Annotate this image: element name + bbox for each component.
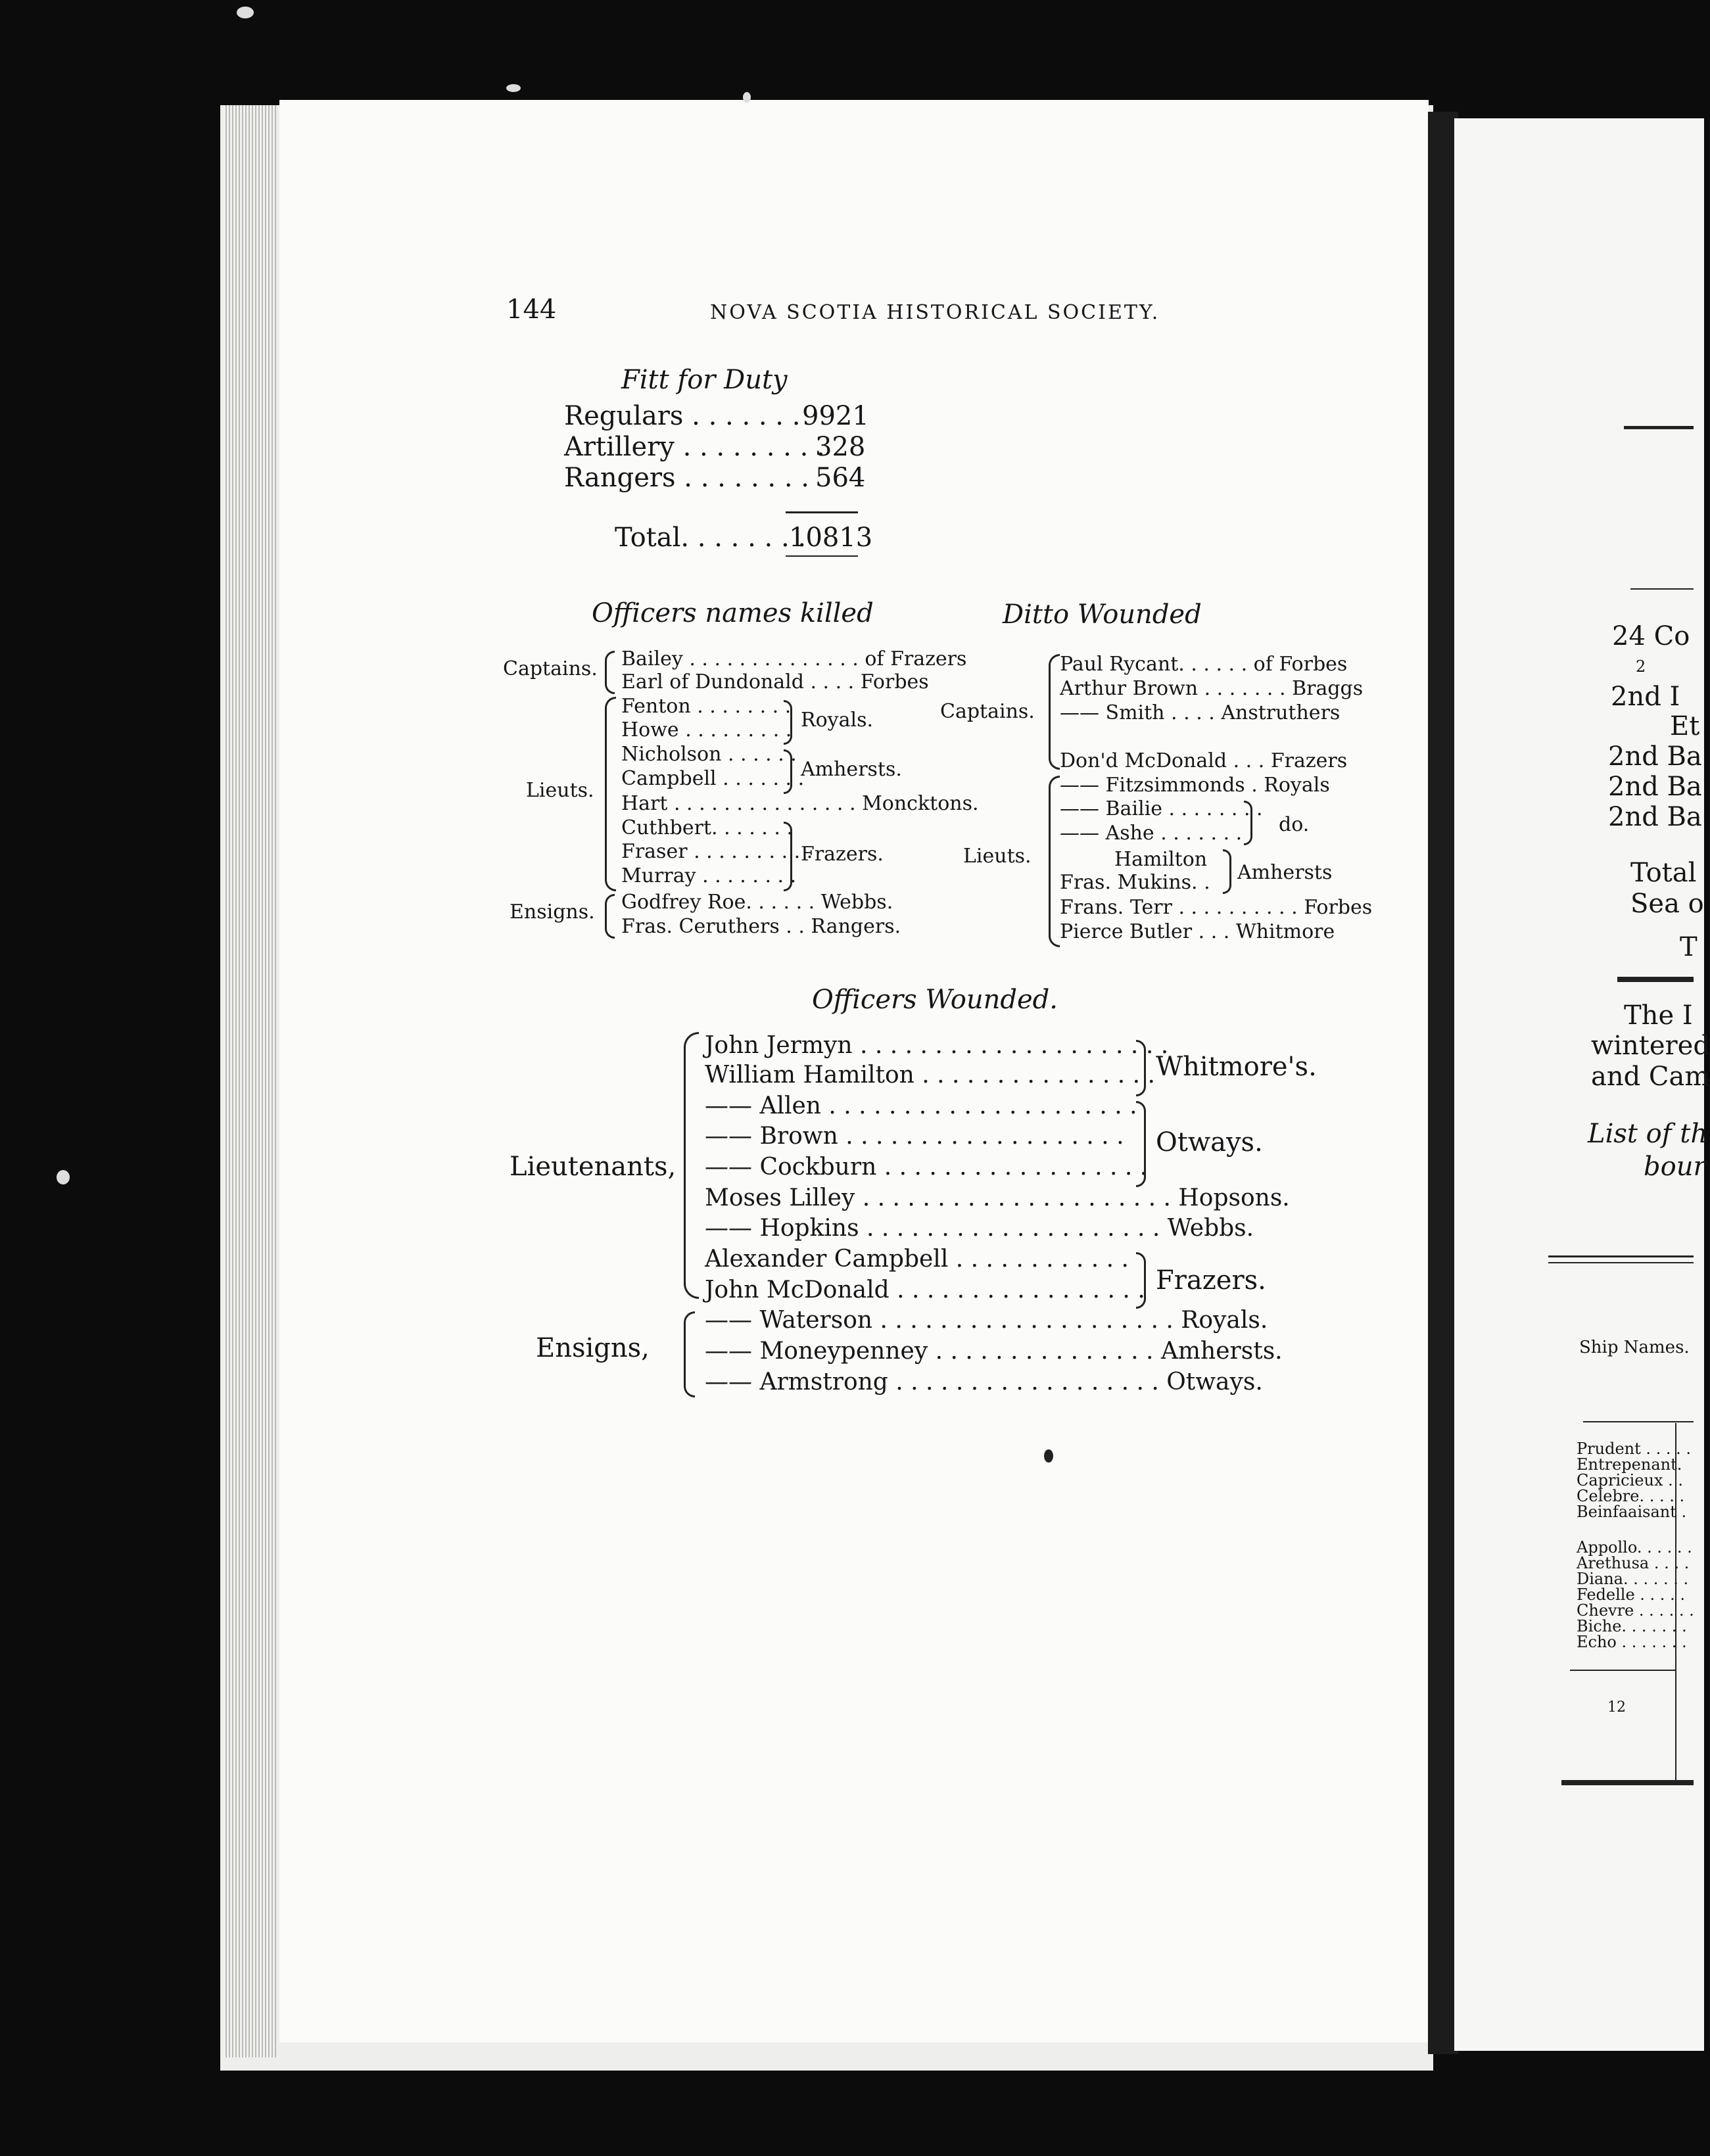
- facing-rule: [1630, 588, 1694, 590]
- wounded-regiment: Amhersts: [1237, 861, 1333, 884]
- wounded-lieut: Pierce Butler . . . Whitmore: [1060, 920, 1335, 943]
- wounded-lieutenant: John Jermyn . . . . . . . . . . . . . . . . . . . . .: [705, 1032, 1169, 1059]
- facing-text-line: 2nd Ba: [1608, 741, 1702, 772]
- brace: [1223, 849, 1231, 894]
- facing-rule: [1617, 977, 1694, 982]
- wounded-lieut: —— Ashe . . . . . . .: [1060, 822, 1243, 845]
- total-rule: [786, 511, 858, 513]
- ship-name: Capricieux . .: [1577, 1471, 1684, 1489]
- ship-name: Diana. . . . . . .: [1577, 1570, 1689, 1588]
- fit-row-value: 9921: [802, 401, 869, 431]
- brace: [1136, 1040, 1146, 1096]
- ship-names-label: Ship Names.: [1579, 1338, 1690, 1357]
- wounded-captain: —— Smith . . . . Anstruthers: [1060, 701, 1341, 724]
- killed-lieut: Campbell . . . . . . .: [621, 767, 805, 790]
- wounded-regiment: Whitmore's.: [1156, 1052, 1317, 1082]
- ship-name: Arethusa . . . .: [1577, 1554, 1690, 1572]
- facing-rule: [1561, 1780, 1694, 1785]
- wounded-lieut: —— Fitzsimmonds . Royals: [1060, 774, 1330, 797]
- fit-total-label: Total. . . . . . . .: [615, 523, 807, 553]
- wounded-captain: Don'd McDonald . . . Frazers: [1060, 749, 1348, 772]
- ditto-mark: do.: [1279, 813, 1310, 836]
- ship-name: Echo . . . . . . .: [1577, 1633, 1687, 1651]
- wounded-lieut: —— Bailie . . . . . . . .: [1060, 797, 1263, 820]
- wounded-lieutenant: John McDonald . . . . . . . . . . . . . . . . .: [705, 1277, 1145, 1303]
- killed-lieut: Fenton . . . . . . . .: [621, 695, 792, 718]
- brace: [605, 651, 615, 694]
- facing-rule: [1624, 426, 1694, 429]
- wounded-captain: Paul Rycant. . . . . . of Forbes: [1060, 653, 1348, 676]
- killed-lieuts-label: Lieuts.: [526, 779, 594, 802]
- page-number: 144: [506, 294, 557, 325]
- total-underline: [786, 555, 858, 557]
- facing-text-line: 2nd I: [1611, 682, 1680, 712]
- brace: [784, 822, 792, 891]
- ship-name: Chevre . . . . . .: [1577, 1601, 1694, 1620]
- facing-text-line: 2nd Ba: [1608, 772, 1702, 802]
- killed-regiment: Amhersts.: [801, 758, 902, 781]
- wounded-lieutenant: —— Hopkins . . . . . . . . . . . . . . . . . . . . Webbs.: [705, 1215, 1254, 1242]
- dust-speck: [506, 84, 521, 92]
- killed-captain: Bailey . . . . . . . . . . . . . . of Frazers: [621, 647, 967, 670]
- ensigns-label: Ensigns,: [536, 1333, 650, 1363]
- ship-name: Biche. . . . . . .: [1577, 1617, 1687, 1635]
- facing-rule: [1548, 1255, 1694, 1257]
- fit-row-label: Regulars . . . . . . .: [564, 401, 801, 431]
- killed-lieut: Howe . . . . . . . . .: [621, 718, 792, 741]
- ship-name: Entrepenant.: [1577, 1455, 1682, 1474]
- brace: [1136, 1252, 1146, 1309]
- ink-dot: [1044, 1449, 1053, 1463]
- fit-row-value: 328: [815, 432, 866, 462]
- killed-ensign: Fras. Ceruthers . . Rangers.: [621, 915, 901, 938]
- facing-text-line: 24 Co: [1612, 621, 1690, 651]
- wounded-lieut: Hamilton: [1114, 848, 1208, 871]
- brace: [1244, 801, 1252, 845]
- officers-wounded-heading: Officers Wounded.: [812, 985, 1058, 1015]
- wounded-captain: Arthur Brown . . . . . . . Braggs: [1060, 677, 1364, 700]
- running-title: NOVA SCOTIA HISTORICAL SOCIETY.: [710, 301, 1160, 324]
- wounded-lieutenant: —— Cockburn . . . . . . . . . . . . . . . . . .: [705, 1154, 1148, 1181]
- wounded-lieutenant: William Hamilton . . . . . . . . . . . . . . . .: [705, 1062, 1156, 1089]
- wounded-lieut: Fras. Mukins. .: [1060, 871, 1210, 894]
- fit-total-value: 10813: [789, 523, 873, 553]
- wounded-regiment: Otways.: [1156, 1127, 1263, 1158]
- dust-speck: [57, 1170, 70, 1184]
- killed-ensigns-label: Ensigns.: [510, 901, 595, 924]
- ship-name: Celebre. . . . .: [1577, 1487, 1685, 1505]
- killed-regiment: Royals.: [801, 709, 874, 732]
- facing-rule: [1583, 1421, 1694, 1422]
- brace: [684, 1311, 695, 1397]
- facing-rule: [1570, 1670, 1675, 1671]
- facing-text-line: Et: [1670, 711, 1700, 741]
- facing-text-line: Total: [1630, 858, 1697, 888]
- ditto-wounded-heading: Ditto Wounded: [1003, 599, 1202, 630]
- brace: [1049, 776, 1060, 947]
- killed-lieut: Hart . . . . . . . . . . . . . . . Moncktons.: [621, 792, 979, 815]
- brace: [605, 894, 615, 939]
- page-edges: [224, 105, 276, 2057]
- wounded-captains-label: Captains.: [940, 700, 1035, 723]
- fit-row-label: Artillery . . . . . . . . .: [564, 432, 825, 462]
- dust-speck: [237, 7, 254, 18]
- fit-row-label: Rangers . . . . . . . .: [564, 463, 810, 493]
- ship-count: 12: [1607, 1699, 1626, 1716]
- killed-heading: Officers names killed: [592, 598, 874, 628]
- killed-captain: Earl of Dundonald . . . . Forbes: [621, 670, 929, 693]
- wounded-ensign: —— Armstrong . . . . . . . . . . . . . . . . . . Otways.: [705, 1369, 1263, 1395]
- killed-regiment: Frazers.: [801, 843, 884, 866]
- facing-text-line: Sea o: [1630, 889, 1704, 919]
- ship-name: Fedelle . . . . .: [1577, 1585, 1685, 1604]
- facing-text-line: bour: [1644, 1152, 1706, 1182]
- brace: [1136, 1101, 1146, 1187]
- facing-text-line: wintered: [1591, 1031, 1710, 1061]
- killed-lieut: Nicholson . . . . . .: [621, 743, 797, 766]
- ship-name: Appollo. . . . . .: [1577, 1538, 1692, 1557]
- brace: [605, 697, 616, 891]
- facing-text-line: 2nd Ba: [1608, 802, 1702, 832]
- brace: [1049, 654, 1060, 770]
- dust-speck: [743, 92, 751, 103]
- killed-lieut: Cuthbert. . . . . . .: [621, 816, 793, 839]
- wounded-lieutenant: —— Allen . . . . . . . . . . . . . . . . . . . . .: [705, 1092, 1137, 1119]
- wounded-regiment: Frazers.: [1156, 1265, 1266, 1296]
- wounded-ensign: —— Waterson . . . . . . . . . . . . . . . . . . . . Royals.: [705, 1307, 1268, 1334]
- brace: [784, 700, 792, 745]
- killed-ensign: Godfrey Roe. . . . . . Webbs.: [621, 891, 893, 914]
- wounded-ensign: —— Moneypenney . . . . . . . . . . . . . . . Amhersts.: [705, 1338, 1283, 1365]
- killed-captains-label: Captains.: [503, 657, 598, 680]
- wounded-lieut: Frans. Terr . . . . . . . . . . Forbes: [1060, 896, 1373, 919]
- wounded-lieutenant: Alexander Campbell . . . . . . . . . . . .: [705, 1246, 1129, 1273]
- facing-text-line: The I: [1624, 1000, 1693, 1031]
- facing-text-line: T: [1680, 932, 1698, 962]
- fit-for-duty-heading: Fitt for Duty: [621, 365, 788, 395]
- facing-rule: [1548, 1262, 1694, 1263]
- killed-lieut: Fraser . . . . . . . . . .: [621, 840, 813, 863]
- facing-text-line: and Cam: [1591, 1062, 1710, 1092]
- facing-text-line: 2: [1636, 657, 1646, 676]
- killed-lieut: Murray . . . . . . . .: [621, 864, 797, 887]
- ship-name: Prudent . . . . .: [1577, 1440, 1692, 1458]
- brace: [784, 749, 792, 794]
- fit-row-value: 564: [815, 463, 866, 493]
- wounded-lieutenant: —— Brown . . . . . . . . . . . . . . . . . . .: [705, 1123, 1124, 1150]
- facing-text-line: List of th: [1588, 1119, 1708, 1149]
- wounded-lieuts-label: Lieuts.: [963, 845, 1032, 868]
- brace: [684, 1032, 699, 1299]
- wounded-lieutenant: Moses Lilley . . . . . . . . . . . . . . . . . . . . . Hopsons.: [705, 1184, 1290, 1211]
- ship-name: Beinfaaisant .: [1577, 1503, 1687, 1521]
- lieutenants-label: Lieutenants,: [510, 1152, 677, 1182]
